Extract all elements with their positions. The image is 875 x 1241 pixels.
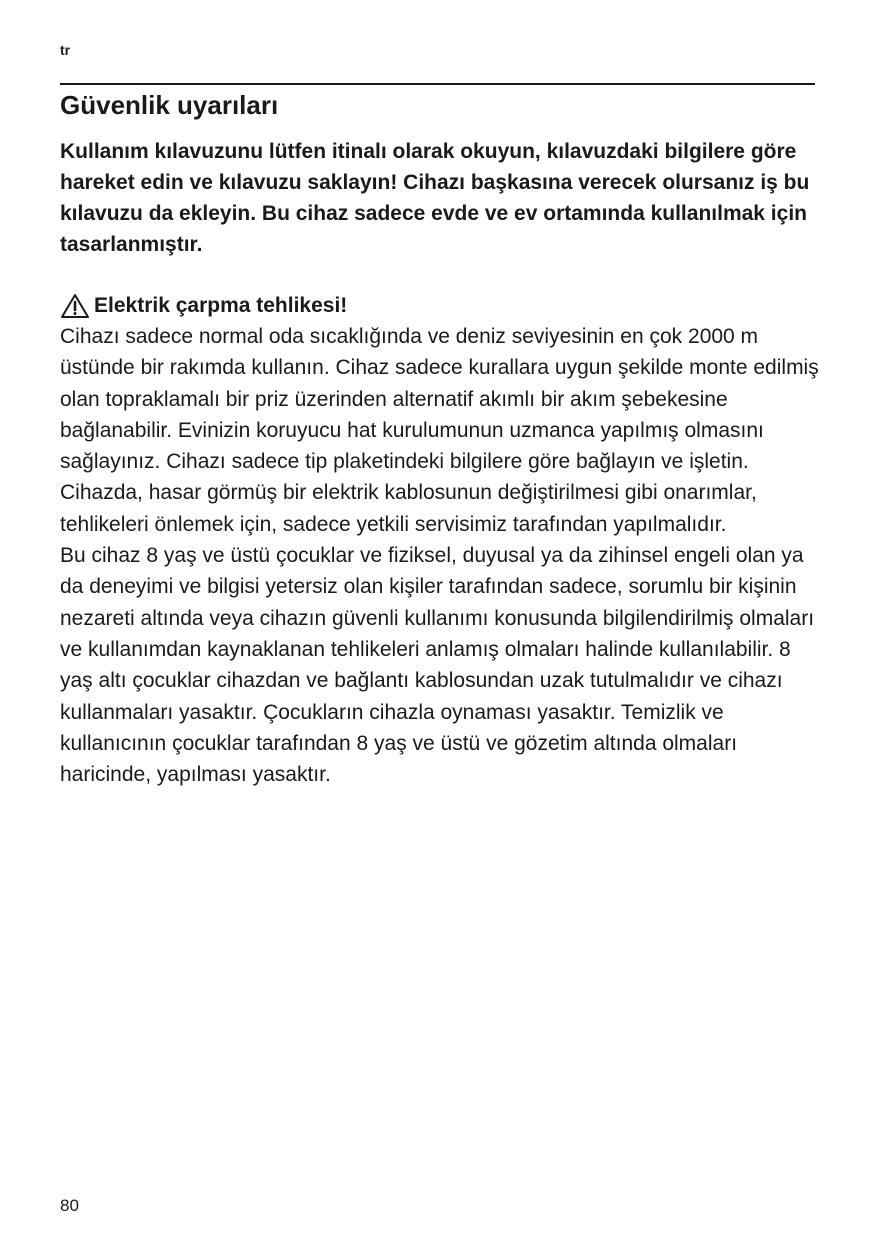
page-title: Güvenlik uyarıları — [60, 90, 279, 120]
header-divider — [60, 83, 815, 85]
intro-paragraph: Kullanım kılavuzunu lütfen itinalı olarak okuyun, kılavuzdaki bilgilere göre hareket edin ve kılavuzu saklayın! Cihazı başkasına verecek olursanız iş bu kılavuzu da ekleyin. Bu cihaz sadece evde ve ev ortamında kullanılmak için tasarlanmıştır. — [60, 140, 810, 256]
language-tag: tr — [60, 42, 71, 58]
warning-body — [60, 321, 820, 790]
warning-paragraph-children: Bu cihaz 8 yaş ve üstü çocuklar ve fiziksel, duyusal ya da zihinsel engeli olan ya da deneyimi ve bilgisi yetersiz olan kişiler tarafından sadece, sorumlu bir kişinin nezareti altında veya cihazın güvenli kullanımı konusunda bilgilendirilmiş olmaları ve kullanımdan kaynaklanan tehlikeleri anlamış olmaları halinde kullanılabilir. 8 yaş altı çocuklar cihazdan ve bağlantı kablosundan uzak tutulmalıdır ve cihazı kullanmaları yasaktır. Çocukların cihazla oynaması yasaktır. Temizlik ve kullanıcının çocuklar tarafından 8 yaş ve üstü ve gözetim altında olmaları haricinde, yapılması yasaktır. — [60, 544, 815, 787]
warning-triangle-icon — [60, 293, 90, 319]
warning-heading — [60, 290, 347, 321]
warning-paragraph-electrical: Cihazı sadece normal oda sıcaklığında ve deniz seviyesinin en çok 2000 m üstünde bir rakımda kullanın. Cihaz sadece kurallara uygun şekilde monte edilmiş olan topraklamalı bir priz üzerinden alternatif akımlı bir akım şebekesine bağlanabilir. Evinizin koruyucu hat kurulumunun uzmanca yapılmış olmasını sağlayınız. Cihazı sadece tip plaketindeki bilgilere göre bağlayın ve işletin. Cihazda, hasar görmüş bir elektrik kablosunun değiştirilmesi gibi onarımlar, tehlikeleri önlemek için, sadece yetkili servisimiz tarafından yapılmalıdır. — [60, 325, 819, 536]
warning-heading-text: Elektrik çarpma tehlikesi! — [94, 294, 348, 317]
page-number: 80 — [60, 1196, 79, 1215]
